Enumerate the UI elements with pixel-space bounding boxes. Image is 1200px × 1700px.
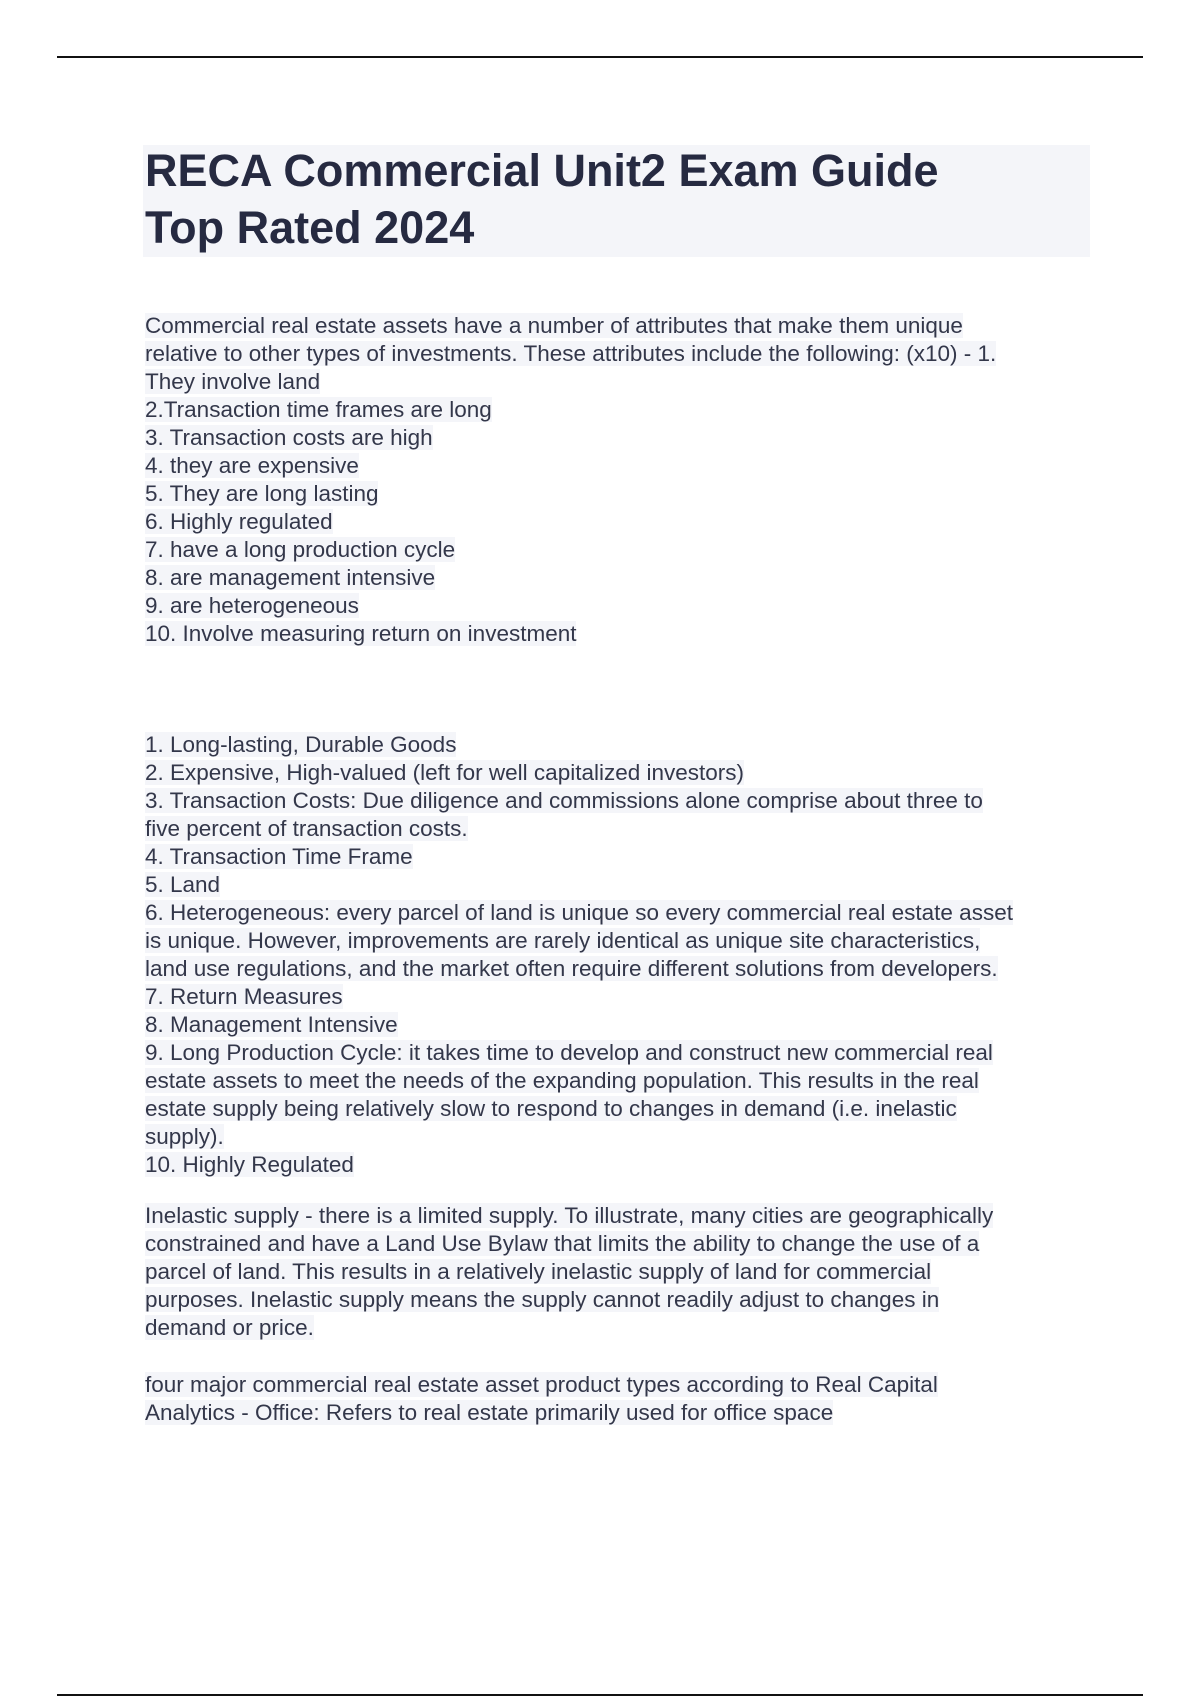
text-line: 7. Return Measures xyxy=(145,984,343,1009)
document-title xyxy=(143,145,1090,257)
inelastic-supply-entry xyxy=(145,1202,1090,1342)
text-line: 1. Long-lasting, Durable Goods xyxy=(145,732,457,757)
text-line: 6. Highly regulated xyxy=(145,509,333,534)
text-line: purposes. Inelastic supply means the supply cannot readily adjust to changes in xyxy=(145,1287,940,1312)
text-line: parcel of land. This results in a relatively inelastic supply of land for commercial xyxy=(145,1259,932,1284)
product-types-entry xyxy=(145,1371,1090,1427)
attributes-question xyxy=(145,312,1090,648)
text-line: 10. Highly Regulated xyxy=(145,1152,354,1177)
text-line: 4. Transaction Time Frame xyxy=(145,844,413,869)
bottom-rule xyxy=(57,1694,1143,1696)
text-line: estate supply being relatively slow to respond to changes in demand (i.e. inelastic xyxy=(145,1096,957,1121)
text-line: four major commercial real estate asset product types according to Real Capital xyxy=(145,1372,938,1397)
text-line: 8. Management Intensive xyxy=(145,1012,398,1037)
text-line: 3. Transaction Costs: Due diligence and commissions alone comprise about three to xyxy=(145,788,983,813)
text-line: five percent of transaction costs. xyxy=(145,816,468,841)
text-line: 4. they are expensive xyxy=(145,453,359,478)
text-line: relative to other types of investments. These attributes include the following: (x10) - 1. xyxy=(145,341,997,366)
text-line: 5. Land xyxy=(145,872,221,897)
text-line: estate assets to meet the needs of the expanding population. This results in the real xyxy=(145,1068,979,1093)
text-line: 5. They are long lasting xyxy=(145,481,379,506)
text-line: is unique. However, improvements are rarely identical as unique site characteristics, xyxy=(145,928,981,953)
text-line: 9. are heterogeneous xyxy=(145,593,359,618)
text-line: Analytics - Office: Refers to real estate primarily used for office space xyxy=(145,1400,834,1425)
text-line: land use regulations, and the market often require different solutions from developers. xyxy=(145,956,998,981)
text-line: Commercial real estate assets have a number of attributes that make them unique xyxy=(145,313,963,338)
text-line: They involve land xyxy=(145,369,321,394)
text-line: 10. Involve measuring return on investment xyxy=(145,621,577,646)
text-line: constrained and have a Land Use Bylaw that limits the ability to change the use of a xyxy=(145,1231,980,1256)
title-line-2: Top Rated 2024 xyxy=(145,202,475,253)
text-line: 2. Expensive, High-valued (left for well capitalized investors) xyxy=(145,760,745,785)
text-line: 7. have a long production cycle xyxy=(145,537,456,562)
top-rule xyxy=(57,56,1143,58)
text-line: Inelastic supply - there is a limited supply. To illustrate, many cities are geographically xyxy=(145,1203,994,1228)
text-line: supply). xyxy=(145,1124,224,1149)
text-line: 6. Heterogeneous: every parcel of land is unique so every commercial real estate asset xyxy=(145,900,1013,925)
attributes-answer xyxy=(145,731,1090,1179)
text-line: 8. are management intensive xyxy=(145,565,436,590)
text-line: 2.Transaction time frames are long xyxy=(145,397,492,422)
text-line: 3. Transaction costs are high xyxy=(145,425,433,450)
text-line: 9. Long Production Cycle: it takes time to develop and construct new commercial real xyxy=(145,1040,993,1065)
title-line-1: RECA Commercial Unit2 Exam Guide xyxy=(145,145,939,196)
text-line: demand or price. xyxy=(145,1315,314,1340)
